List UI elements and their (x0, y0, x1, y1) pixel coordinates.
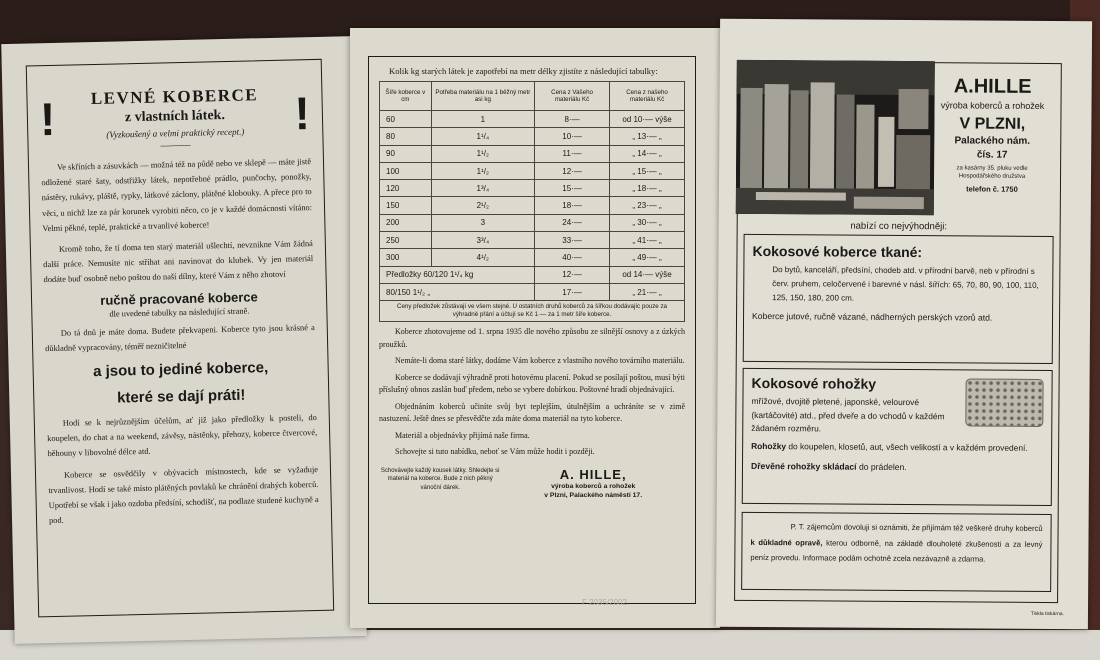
wooden-mats-rest: do prádelen. (856, 461, 907, 473)
table-cell: 60 (380, 111, 432, 128)
table-cell: 100 (380, 162, 432, 179)
table-intro: Kolik kg starých látek je zapotřebí na metr délky zjistíte z následující tabulky: (389, 66, 658, 76)
bath-mats-rest: do koupelen, klosetů, aut, všech velikostí a v každém provedení. (786, 440, 1028, 453)
table-cell: „ 21·— „ (610, 283, 685, 300)
repair-text-a: P. T. zájemcům dovoluji si oznámiti, že přijímám též veškeré druhy koberců (790, 522, 1043, 533)
table-cell: od 14·— výše (610, 266, 685, 283)
table-cell: 12·— (535, 162, 610, 179)
table-row (380, 197, 685, 214)
table-cell: od 10·— výše (610, 111, 685, 128)
keep-offer-paragraph: Schovejte si tuto nabídku, neboť se Vám může hodit i později. (395, 447, 595, 457)
table-cell: „ 14·— „ (610, 145, 685, 162)
table-cell: „ 30·— „ (610, 214, 685, 231)
acceptance-paragraph: Materiál a objednávky přijímá naše firma. (395, 430, 530, 440)
table-header-cell: Cena z Vašeho materiálu Kč (535, 82, 610, 111)
signature-name: A. HILLE, (559, 466, 627, 482)
location-note: za kasárny 35. pluku vedle Hospodářského družstva (956, 165, 1028, 180)
table-cell: 11·— (535, 145, 610, 162)
bath-mats-text (751, 439, 1043, 455)
gift-note: Schovávejte každý kousek látky. Shledejte si materiál na koberce. Bude z nich pěkný vánoční dárek. (380, 467, 500, 491)
table-cell: 33·— (535, 232, 610, 249)
right-frame (734, 61, 1062, 603)
middle-frame (368, 56, 696, 604)
table-cell: 3 (431, 214, 534, 231)
table-cell: 200 (380, 214, 432, 231)
wooden-mats-text (751, 461, 1043, 473)
table-cell: 90 (380, 145, 432, 162)
wooden-mats-bold: Dřevěné rohožky skládací (750, 460, 857, 472)
table-cell: „ 41·— „ (610, 232, 685, 249)
table-header-row (380, 82, 685, 111)
order-paragraph: Objednáním koberců učiníte svůj byt teplejším, útulnějším a uchráníte se v zimě nastuzení. Ještě dnes se přesvědčte zda máte doma materiál na tyto koberce. (379, 401, 685, 424)
leaflet-panel-middle (350, 28, 720, 628)
repair-box (741, 512, 1052, 592)
mat-picture (965, 378, 1043, 427)
repair-text (750, 519, 1042, 568)
handmade-heading: ručně pracované koberce (100, 288, 258, 308)
table-header-cell: Šíře koberce v cm (380, 82, 432, 111)
table-cell: 17·— (535, 283, 610, 300)
table-cell: 1¹/₂ (431, 162, 534, 179)
printer-credit: Tiskla tiskárna. (1030, 610, 1064, 618)
signature-line-1: výroba koberců a rohožek (551, 482, 636, 490)
table-cell: „ 23·— „ (610, 197, 685, 214)
table-footnote: Ceny předložek zůstávají ve všem stejné. U ostatních druhů koberců za šířkou dodávajíc pouze za výhradně přání a účtují se Kč 1·— za 1 metr šíře koberce. (379, 301, 685, 322)
table-row (380, 111, 685, 128)
table-cell: 1¹/₄ (431, 128, 534, 145)
table-cell: 1¹/₂ (431, 145, 534, 162)
coconut-mats-text: mřížové, dvojitě pletené, japonské, velourové (kartáčovité) atd., před dveře a do vchodů v každém žádaném rozměru. (751, 395, 945, 434)
company-address-1: Palackého nám. (954, 135, 1031, 147)
warehouse-photo (736, 60, 935, 215)
table-cell: 250 (380, 232, 432, 249)
table-reference: dle uvedené tabulky na následující straně. (109, 306, 250, 319)
table-row (380, 162, 685, 179)
delivery-paragraph: Do tá dnů je máte doma. Budete překvapeni. Koberce tyto jsou krásné a důkladně vypracovány, téměř nezničitelné (45, 322, 315, 353)
table-cell: 80/150 1¹/₂ „ (380, 283, 535, 300)
table-cell: 80 (380, 128, 432, 145)
table-cell: „ 49·— „ (610, 249, 685, 266)
uses-paragraph: Hodí se k nejrůznějším účelům, ať již jako předložky k posteli, do koupelen, do chat a na weekend, závěsy, nástěnky, přehozy, koberce čtvercové, běhouny v libovolné délce atd. (47, 413, 318, 459)
middle-footer (379, 467, 685, 500)
table-cell: 8·— (535, 111, 610, 128)
own-material-paragraph: Nemáte-li doma staré látky, dodáme Vám koberce z vlastního nového továrního materiálu. (395, 356, 685, 366)
bath-mats-bold: Rohožky (751, 440, 787, 451)
left-frame (26, 59, 334, 618)
table-cell: 1³/₄ (431, 180, 534, 197)
coconut-carpets-text: Do bytů, kanceláří, předsíní, chodeb atd. v přírodní barvě, neb v přírodní s červ. pruhem, celočervené i barevné v násl. šířích: 65, 70, 80, 90, 100, 110, 125, 150, 180, 200 cm. (772, 265, 1039, 303)
table-cell: 4¹/₂ (431, 249, 534, 266)
coconut-carpets-heading: Kokosové koberce tkané: (752, 242, 923, 261)
washable-heading-2: které se dají práti! (116, 386, 246, 407)
company-city: V PLZNI, (959, 115, 1026, 133)
table-row-mats (380, 283, 685, 300)
company-header (938, 67, 1047, 226)
table-row (380, 249, 685, 266)
price-table (379, 81, 685, 301)
table-cell: „ 13·— „ (610, 128, 685, 145)
exclamation-mark-left: ! (39, 92, 56, 146)
table-row (380, 232, 685, 249)
table-row (380, 128, 685, 145)
table-header-cell: Potřeba materiálu na 1 běžný metr asi kg (431, 82, 534, 111)
table-cell: „ 15·— „ (610, 162, 685, 179)
table-cell: 120 (380, 180, 432, 197)
table-cell: 15·— (535, 180, 610, 197)
leaflet-panel-right (716, 19, 1092, 630)
jute-carpets-text: Koberce jutové, ručně vázané, nádherných perských vzorů atd. (752, 310, 993, 323)
signature (501, 467, 685, 500)
recipe-note: (Vyzkoušený a velmi praktický recept.) (106, 126, 245, 140)
table-cell: 150 (380, 197, 432, 214)
table-cell: 300 (380, 249, 432, 266)
offer-line: nabízí co nejvýhodněji: (850, 220, 948, 233)
table-cell: 24·— (535, 214, 610, 231)
leaflet-panel-left (1, 36, 367, 644)
table-header-cell: Cena z našeho materiálu Kč (610, 82, 685, 111)
repair-text-b: kterou odborně, na základě dlouholeté zkušenosti a za levný peníz provedu. Informace podám ochotně zcela nezávazně a zdarma. (750, 537, 1043, 564)
signature-line-2: v Plzni, Palackého náměstí 17. (544, 491, 643, 499)
washable-heading-1: a jsou to jediné koberce, (92, 359, 269, 381)
table-cell: „ 18·— „ (610, 180, 685, 197)
coconut-mats-heading: Kokosové rohožky (751, 374, 877, 392)
proven-paragraph: Koberce se osvědčily v obývacích místnostech, kde se vyžaduje trvanlivost. Hodí se také místo plátěných povlaků ke chránění drahých koberců. Upotřebí se však i jako ozdoba předsíní, schodišť, na podlaze studené kuchyně a pod. (48, 464, 319, 526)
coconut-mats-box (742, 368, 1053, 506)
table-row (380, 214, 685, 231)
table-cell: 12·— (535, 266, 610, 283)
leaflet-title: LEVNÉ KOBERCE (90, 85, 259, 109)
archive-stamp: F 2035/2002 (582, 598, 627, 607)
separator-dash: ——— (160, 139, 191, 152)
table-cell: Předložky 60/120 1¹/₄ kg (380, 266, 535, 283)
intro-paragraph: Ve skříních a zásuvkách — možná též na půdě nebo ve sklepě — máte jistě odložené staré šaty, odstřižky látek, nepotřebné prádlo, punčochy, ponožky, nástěry, rukávy, pláště, rypky, látkové záclony, plátěné klobouky. A přece pro to věci, u nichž lze za pár korunek vyrobiti něco, co je v každé domácnosti vítáno: Velmi pěkné, teplé, praktické a trvanlivé koberce! (41, 157, 313, 233)
material-paragraph: Kromě toho, že tí doma ten starý materiál ušlechtí, nevznikne Vám žádná další práce. Nemusíte nic stříhat ani navinovat do klubek. Vy jen materiál dodáte buď osobně nebo poštou do naší dílny, které Vám z něho zhotoví (43, 239, 314, 285)
table-cell: 3³/₄ (431, 232, 534, 249)
table-cell: 10·— (535, 128, 610, 145)
table-row-mats (380, 266, 685, 283)
coconut-carpets-box (743, 234, 1054, 364)
table-row (380, 180, 685, 197)
new-method-paragraph: Koberce zhotovujeme od 1. srpna 1935 dle nového způsobu ze silnější osnovy a z úzkých proužků. (379, 327, 685, 349)
company-logo-text: A.HILLE (953, 75, 1032, 98)
company-address-2: čís. 17 (976, 149, 1008, 161)
exclamation-mark-right: ! (293, 87, 311, 140)
leaflet-subtitle: z vlastních látek. (124, 108, 226, 126)
table-cell: 1 (431, 111, 534, 128)
table-cell: 40·— (535, 249, 610, 266)
company-description: výroba koberců a rohožek (940, 100, 1045, 111)
repair-bold: k důkladné opravě, (750, 537, 823, 547)
table-cell: 18·— (535, 197, 610, 214)
table-cell: 2¹/₂ (431, 197, 534, 214)
table-body (380, 111, 685, 301)
payment-paragraph: Koberce se dodávají výhradně proti hotovému placení. Pokud se posílají poštou, musí býti příslušný obnos zaslán buď předem, nebo se vybere dobírkou. Poštovné hradí objednávající. (379, 372, 685, 395)
phone-number: telefon č. 1750 (966, 184, 1018, 194)
table-row (380, 145, 685, 162)
